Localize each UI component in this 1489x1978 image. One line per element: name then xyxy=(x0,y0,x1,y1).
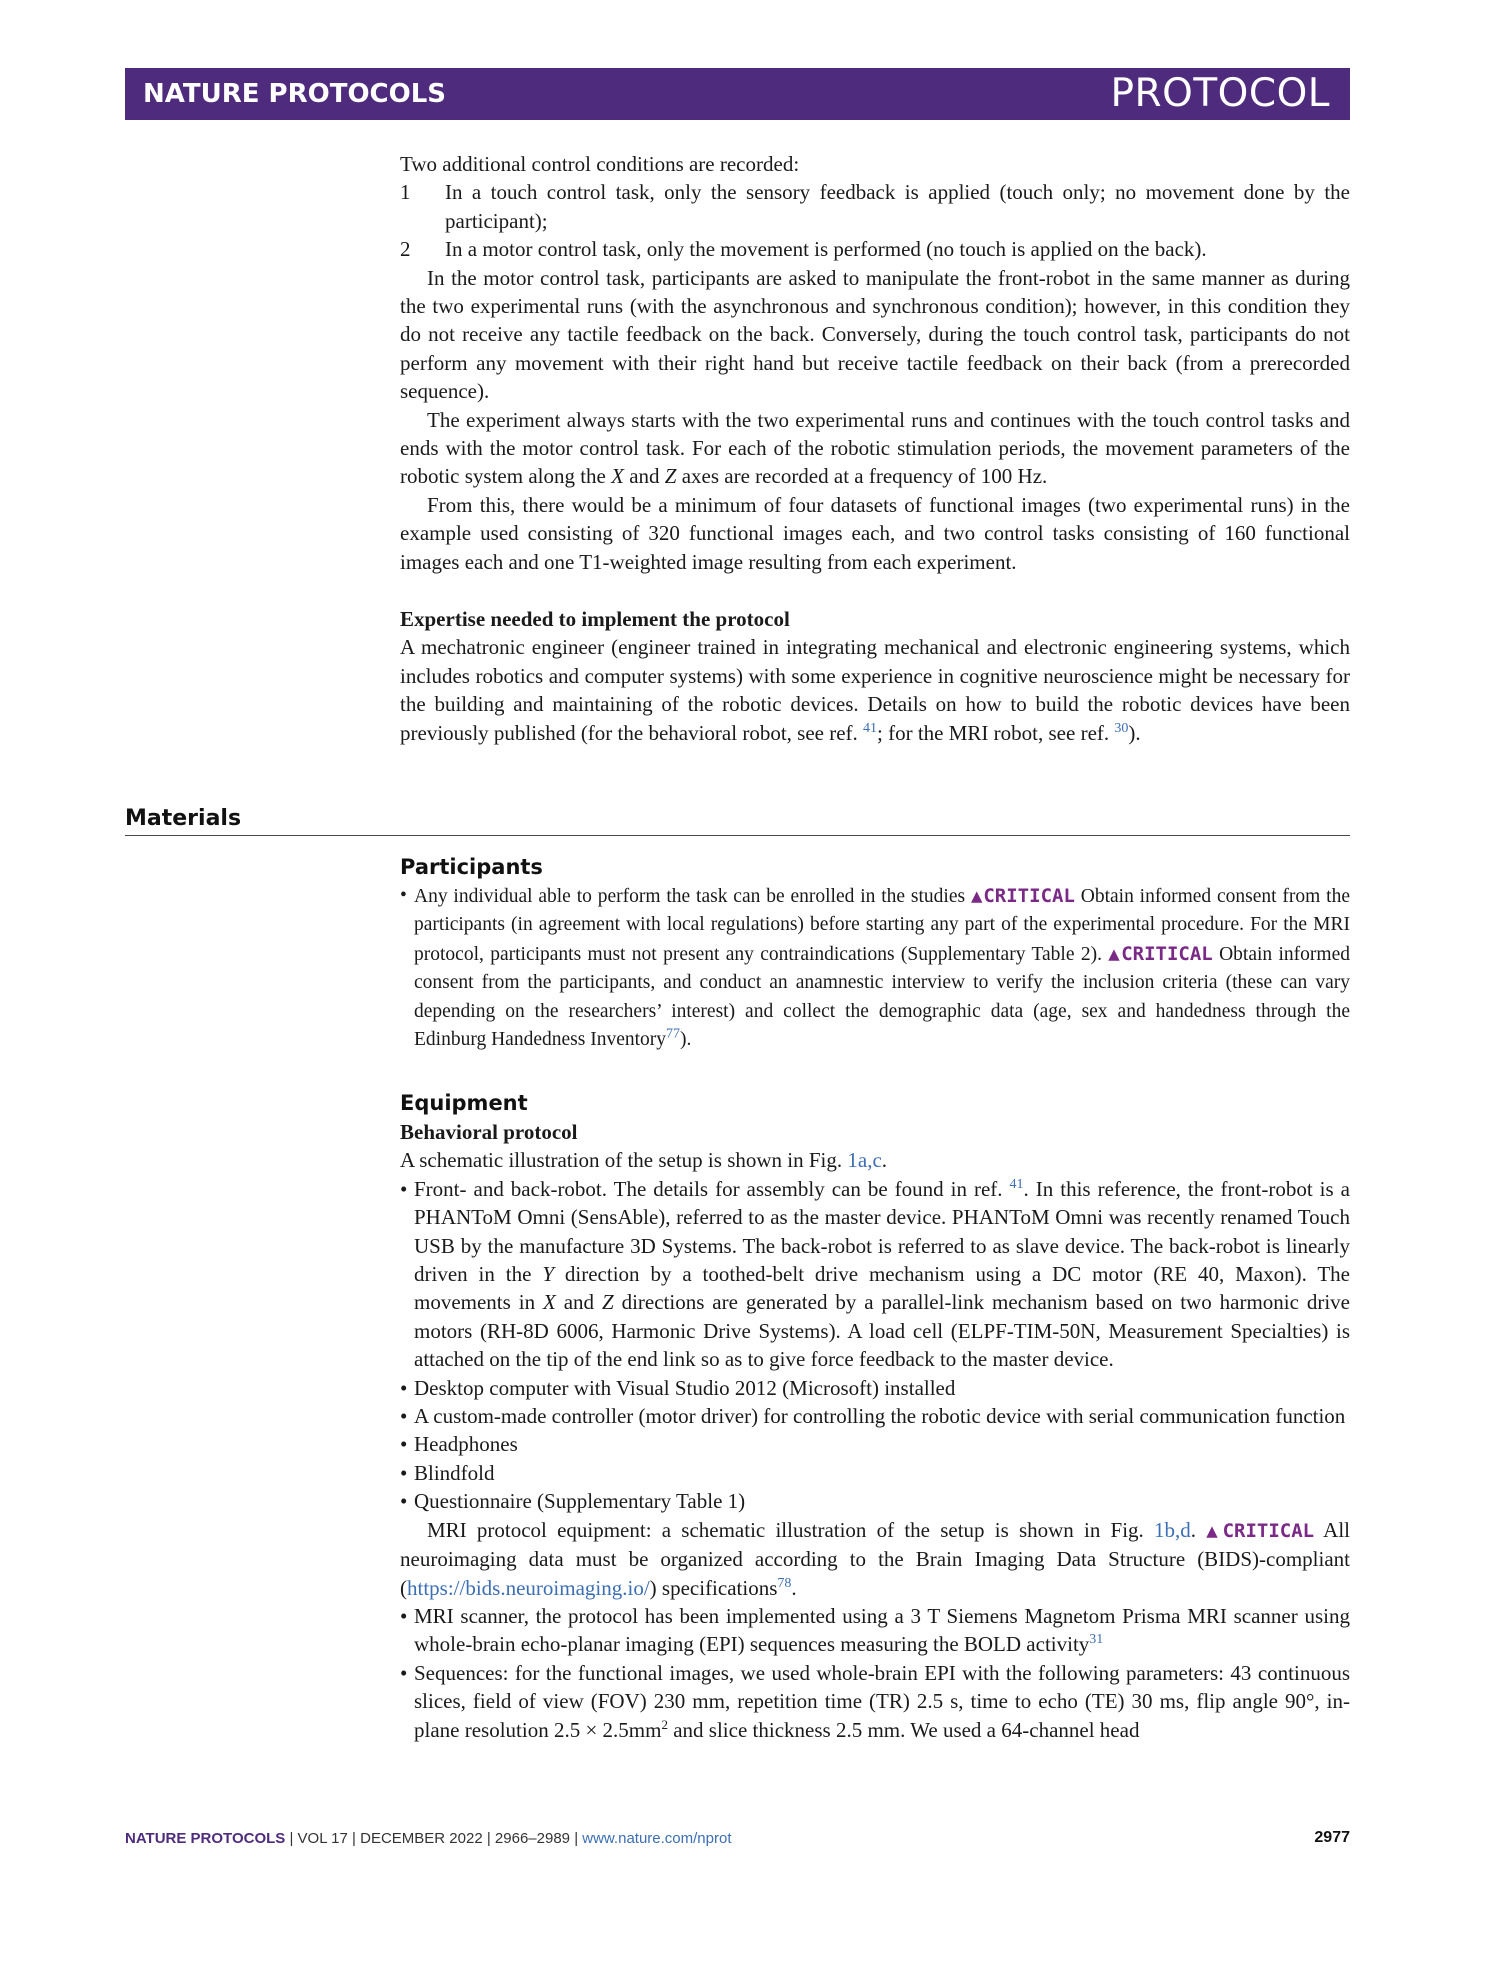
article-type: PROTOCOL xyxy=(1110,71,1330,116)
list-item xyxy=(400,235,1350,263)
paragraph: MRI protocol equipment: a schematic illustration of the setup is shown in Fig. 1b,d. ▲CRITICAL All neuroimaging data must be organized according to the Brain Imaging Data Structure (BIDS)-compliant (https://bids.neuroimaging.io/) specifications$^{78}$. xyxy=(400,1517,1351,1600)
paragraph: From this, there would be a minimum of four datasets of functional images (two experimental runs) in the example used consisting of 320 functional images each, and two control tasks consisting of 160 functional images each and one T1-weighted image resulting from each experiment. xyxy=(400,492,1350,574)
list-item: • Desktop computer with Visual Studio 2012 (Microsoft) installed xyxy=(400,1374,1350,1402)
paragraph: In the motor control task, participants are asked to manipulate the front-robot in the same manner as during the two experimental runs (with the asynchronous and synchronous condition); however, in this condition they do not receive any tactile feedback on the back. Conversely, during the touch control task, participants do not perform any movement with their right hand but receive tactile feedback on their back (from a prerecorded sequence). xyxy=(400,265,1350,404)
equipment-section xyxy=(400,1088,1350,1744)
footer: NATURE PROTOCOLS | VOL 17 | DECEMBER 2022 | 2966–2989 | www.nature.com/nprot xyxy=(125,1830,732,1847)
critical-badge: ▲CRITICAL xyxy=(970,885,1075,907)
list-item: • Any individual able to perform the task can be enrolled in the studies ▲CRITICAL Obtain informed consent from the participants (in agreement with local regulations) before starting any part of the experimental procedure. For the MRI protocol, participants must not present any contraindications (Supplementary Table 2). ▲CRITICAL Obtain informed consent from the participants, and conduct an anamnestic interview to verify the inclusion criteria (these can vary depending on the researchers’ interest) and collect the demographic data (age, sex and handedness through the Edinburg Handedness Inventory$^{77}$). xyxy=(400,882,1350,1054)
intro-section xyxy=(400,150,1350,576)
bullet-icon: • xyxy=(400,1432,408,1457)
footer-journal: NATURE PROTOCOLS xyxy=(125,1830,286,1847)
subsection-heading: Participants xyxy=(400,855,543,879)
bullet-icon: • xyxy=(400,1375,408,1400)
section-divider xyxy=(125,835,1350,836)
journal-name: NATURE PROTOCOLS xyxy=(143,79,447,109)
list-text: In a touch control task, only the sensory feedback is applied (touch only; no movement done by the participant); xyxy=(445,180,1350,233)
expertise-section xyxy=(400,605,1350,747)
expertise-heading: Expertise needed to implement the protocol xyxy=(400,607,790,631)
intro-lead: Two additional control conditions are recorded: xyxy=(400,152,800,176)
list-item xyxy=(400,178,1350,235)
footer-date: DECEMBER 2022 xyxy=(360,1830,483,1847)
reference-link[interactable]: 78 xyxy=(777,1575,792,1591)
paragraph: A mechatronic engineer (engineer trained in integrating mechanical and electronic engineering systems, which includes robotics and computer systems) with some experience in cognitive neuroscience might be necessary for the building and maintaining of the robotic devices. Details on how to build the robotic devices have been previously published (for the behavioral robot, see ref. $^{41}$; for the MRI robot, see ref. $^{30}$). xyxy=(400,635,1350,745)
list-number: 2 xyxy=(400,237,411,262)
paragraph: A schematic illustration of the setup is shown in Fig. 1a,c. xyxy=(400,1148,888,1173)
figure-link[interactable]: 1b,d xyxy=(1154,1517,1191,1542)
reference-link[interactable]: 30 xyxy=(1114,720,1129,736)
paragraph: The experiment always starts with the two experimental runs and continues with the touch control tasks and ends with the motor control task. For each of the robotic stimulation periods, the movement parameters of the robotic system along the X and Z axes are recorded at a frequency of 100 Hz. xyxy=(400,407,1350,489)
subsection-heading: Equipment xyxy=(400,1091,528,1115)
page-number: 2977 xyxy=(1314,1829,1350,1846)
bids-url-link[interactable]: https://bids.neuroimaging.io/ xyxy=(407,1575,650,1600)
critical-badge: ▲CRITICAL xyxy=(1206,1519,1315,1542)
bullet-icon: • xyxy=(400,1176,408,1201)
reference-link[interactable]: 41 xyxy=(1009,1176,1024,1192)
list-number: 1 xyxy=(400,180,411,205)
footer-volume: VOL 17 xyxy=(297,1830,348,1847)
reference-link[interactable]: 41 xyxy=(863,720,878,736)
list-item: • MRI scanner, the protocol has been implemented using a 3 T Siemens Magnetom Prisma MRI scanner using whole-brain echo-planar imaging (EPI) sequences measuring the BOLD activity$^{31}$ xyxy=(400,1603,1350,1657)
section-title-materials: Materials xyxy=(125,806,242,831)
critical-badge: ▲CRITICAL xyxy=(1108,942,1213,965)
reference-link[interactable]: 77 xyxy=(666,1026,681,1042)
figure-link[interactable]: 1a,c xyxy=(847,1148,882,1173)
footer-url-link[interactable]: www.nature.com/nprot xyxy=(582,1830,732,1847)
footer-pages: 2966–2989 xyxy=(494,1830,571,1847)
header-banner xyxy=(125,68,1350,120)
list-item: • Questionnaire (Supplementary Table 1) xyxy=(400,1487,1350,1515)
list-item: • Headphones xyxy=(400,1430,1350,1458)
list-item: • Front- and back-robot. The details for assembly can be found in ref. $^{41}$. In this reference, the front-robot is a PHANToM Omni (SensAble), referred to as the master device. PHANToM Omni was recently renamed Touch USB by the manufacture 3D Systems. The back-robot is referred to as slave device. The back-robot is linearly driven in the Y direction by a toothed-belt drive mechanism using a DC motor (RE 40, Maxon). The movements in X and Z directions are generated by a parallel-link mechanism based on two harmonic drive motors (RH-8D 6006, Harmonic Drive Systems). A load cell (ELPF-TIM-50N, Measurement Specialties) is attached on the tip of the end link so as to give force feedback to the master device. xyxy=(400,1176,1351,1372)
bullet-icon: • xyxy=(400,1603,408,1628)
list-item: • Blindfold xyxy=(400,1459,1350,1487)
list-text: In a motor control task, only the movement is performed (no touch is applied on the back). xyxy=(445,237,1207,262)
subheading-behavioral: Behavioral protocol xyxy=(400,1120,578,1144)
bullet-icon: • xyxy=(400,1404,408,1429)
bullet-icon: • xyxy=(400,1489,408,1514)
bullet-icon: • xyxy=(400,1660,408,1685)
reference-link[interactable]: 31 xyxy=(1089,1632,1104,1648)
list-item: • A custom-made controller (motor driver) for controlling the robotic device with serial communication function xyxy=(400,1402,1350,1430)
participants-section xyxy=(400,852,1350,1054)
list-item: • Sequences: for the functional images, we used whole-brain EPI with the following parameters: 43 continuous slices, field of view (FOV) 230 mm, repetition time (TR) 2.5 s, time to echo (TE) 30 ms, flip angle 90°, in-plane resolution $2.5 \times 2.5mm^2$ and slice thickness 2.5 mm. We used a 64-channel head xyxy=(400,1660,1350,1742)
bullet-icon: • xyxy=(400,1460,408,1485)
bullet-icon: • xyxy=(400,885,407,906)
